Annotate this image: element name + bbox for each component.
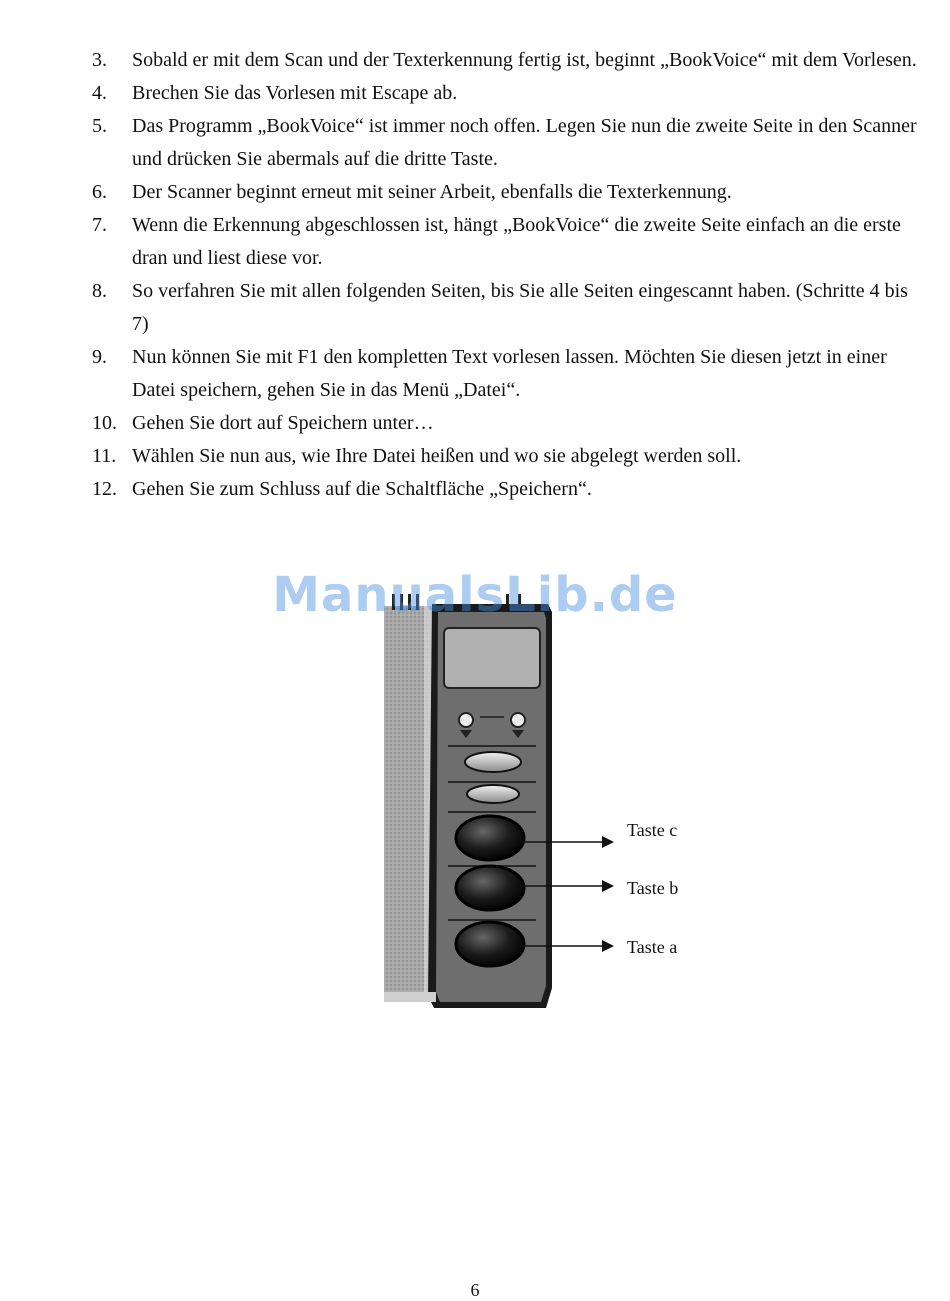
step-number: 10. <box>92 412 117 434</box>
step-number: 5. <box>92 115 107 137</box>
step-text: Wählen Sie nun aus, wie Ihre Datei heißen und wo sie abgelegt werden soll. <box>132 445 742 467</box>
step-number: 11. <box>92 445 117 467</box>
callout-arrows <box>520 820 620 960</box>
step-number: 6. <box>92 181 107 203</box>
list-item <box>0 341 950 407</box>
list-item <box>0 77 950 110</box>
step-text: So verfahren Sie mit allen folgenden Seiten, bis Sie alle Seiten eingescannt haben. (Schritte 4 bis 7) <box>132 280 908 335</box>
label-taste-c: Taste c <box>627 820 678 840</box>
step-number: 3. <box>92 49 107 71</box>
list-item <box>0 44 950 77</box>
list-item <box>0 407 950 440</box>
step-text: Gehen Sie zum Schluss auf die Schaltfläche „Speichern“. <box>132 478 592 500</box>
watermark: ManualsLib.de <box>272 567 678 623</box>
step-text: Der Scanner beginnt erneut mit seiner Arbeit, ebenfalls die Texterkennung. <box>132 181 732 203</box>
step-text: Brechen Sie das Vorlesen mit Escape ab. <box>132 82 458 104</box>
step-number: 7. <box>92 214 107 236</box>
label-taste-a: Taste a <box>627 937 678 957</box>
list-item <box>0 473 950 506</box>
step-number: 12. <box>92 478 117 500</box>
step-number: 9. <box>92 346 107 368</box>
step-number: 8. <box>92 280 107 302</box>
list-item <box>0 110 950 176</box>
page-number: 6 <box>470 1280 480 1300</box>
step-text: Sobald er mit dem Scan und der Texterkennung fertig ist, beginnt „BookVoice“ mit dem Vorlesen. <box>132 49 917 71</box>
label-taste-b: Taste b <box>627 878 679 898</box>
instruction-list <box>0 44 950 506</box>
step-text: Wenn die Erkennung abgeschlossen ist, hängt „BookVoice“ die zweite Seite einfach an die erste dran und liest diese vor. <box>132 214 901 269</box>
list-item <box>0 440 950 473</box>
step-text: Gehen Sie dort auf Speichern unter… <box>132 412 434 434</box>
step-text: Nun können Sie mit F1 den kompletten Text vorlesen lassen. Möchten Sie diesen jetzt in einer Datei speichern, gehen Sie in das Menü „Datei“. <box>132 346 887 401</box>
list-item <box>0 176 950 209</box>
list-item <box>0 275 950 341</box>
list-item <box>0 209 950 275</box>
step-text: Das Programm „BookVoice“ ist immer noch offen. Legen Sie nun die zweite Seite in den Scanner und drücken Sie abermals auf die dritte Taste. <box>132 115 917 170</box>
step-number: 4. <box>92 82 107 104</box>
